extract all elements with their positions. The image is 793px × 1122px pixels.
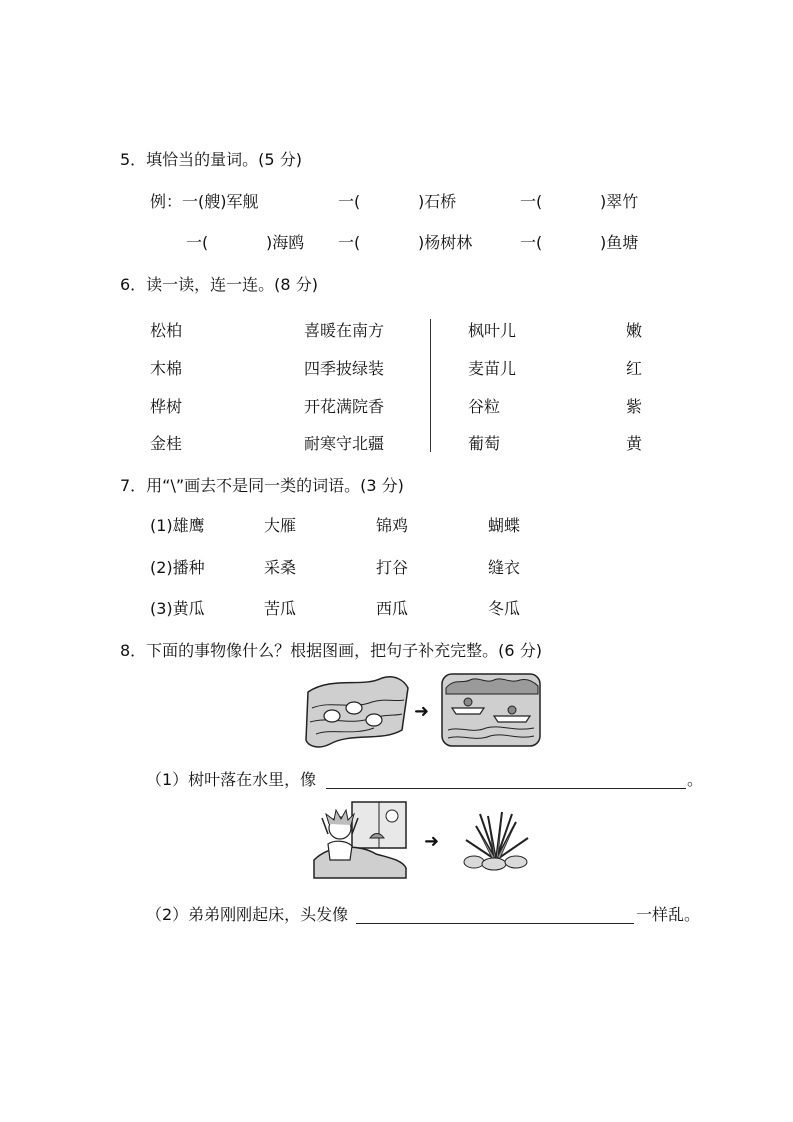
q5-blank-open: 一(	[338, 233, 361, 252]
q6-tree: 木棉	[150, 359, 183, 378]
q6-item: 麦苗儿	[468, 359, 517, 378]
q6-tree: 松柏	[150, 321, 183, 340]
q6-color: 紫	[626, 397, 643, 416]
boy-waking-up-illustration	[310, 798, 410, 882]
q7-word: (3)黄瓜	[150, 599, 205, 618]
q8-sentence2-suffix: 一样乱。	[636, 905, 701, 924]
grass-clump-illustration	[458, 808, 534, 872]
q7-word: 缝衣	[488, 558, 521, 577]
boats-on-river-illustration	[440, 672, 542, 748]
q6-item: 谷粒	[468, 397, 501, 416]
q5-noun: )海鸥	[266, 233, 305, 252]
q7-word: 西瓜	[376, 599, 409, 618]
leaves-in-water-illustration	[302, 670, 412, 752]
q6-tree: 金桂	[150, 434, 183, 453]
q5-noun: )翠竹	[600, 192, 639, 211]
q8-sentence1-prefix: （1）树叶落在水里，像	[146, 770, 317, 789]
q5-example: 例：一(艘)军舰	[150, 192, 259, 211]
q5-blank-open: 一(	[186, 233, 209, 252]
q5-noun: )鱼塘	[600, 233, 639, 252]
q6-item: 葡萄	[468, 434, 501, 453]
q8-sentence1-suffix: 。	[687, 770, 704, 789]
q6-color: 黄	[626, 434, 643, 453]
q5-blank-open: 一(	[520, 192, 543, 211]
q6-color: 红	[626, 359, 643, 378]
q7-word: 打谷	[376, 558, 409, 577]
q6-divider	[430, 319, 431, 452]
q5-title: 5．填恰当的量词。(5 分)	[120, 150, 302, 169]
q7-word: 蝴蝶	[488, 516, 521, 535]
q6-item: 枫叶儿	[468, 321, 517, 340]
arrow-icon: ➜	[424, 831, 440, 852]
q7-word: 锦鸡	[376, 516, 409, 535]
q7-word: 冬瓜	[488, 599, 521, 618]
q7-word: (1)雄鹰	[150, 516, 205, 535]
q6-trait: 开花满院香	[304, 397, 385, 416]
q8-title: 8．下面的事物像什么？根据图画，把句子补充完整。(6 分)	[120, 641, 542, 660]
q6-trait: 耐寒守北疆	[304, 434, 385, 453]
q7-word: 苦瓜	[264, 599, 297, 618]
q5-noun: )石桥	[418, 192, 457, 211]
q7-title: 7．用“\”画去不是同一类的词语。(3 分)	[120, 476, 404, 495]
q5-blank-open: 一(	[520, 233, 543, 252]
arrow-icon: ➜	[414, 701, 430, 722]
q7-word: (2)播种	[150, 558, 205, 577]
q6-trait: 四季披绿装	[304, 359, 385, 378]
q8-answer2-line[interactable]	[356, 905, 634, 924]
q6-tree: 桦树	[150, 397, 183, 416]
q5-noun: )杨树林	[418, 233, 473, 252]
q6-color: 嫩	[626, 321, 643, 340]
q6-title: 6．读一读，连一连。(8 分)	[120, 275, 318, 294]
q8-answer1-line[interactable]	[326, 770, 686, 789]
q7-word: 大雁	[264, 516, 297, 535]
q8-sentence2-prefix: （2）弟弟刚刚起床，头发像	[146, 905, 349, 924]
q6-trait: 喜暖在南方	[304, 321, 385, 340]
q7-word: 采桑	[264, 558, 297, 577]
q5-blank-open: 一(	[338, 192, 361, 211]
